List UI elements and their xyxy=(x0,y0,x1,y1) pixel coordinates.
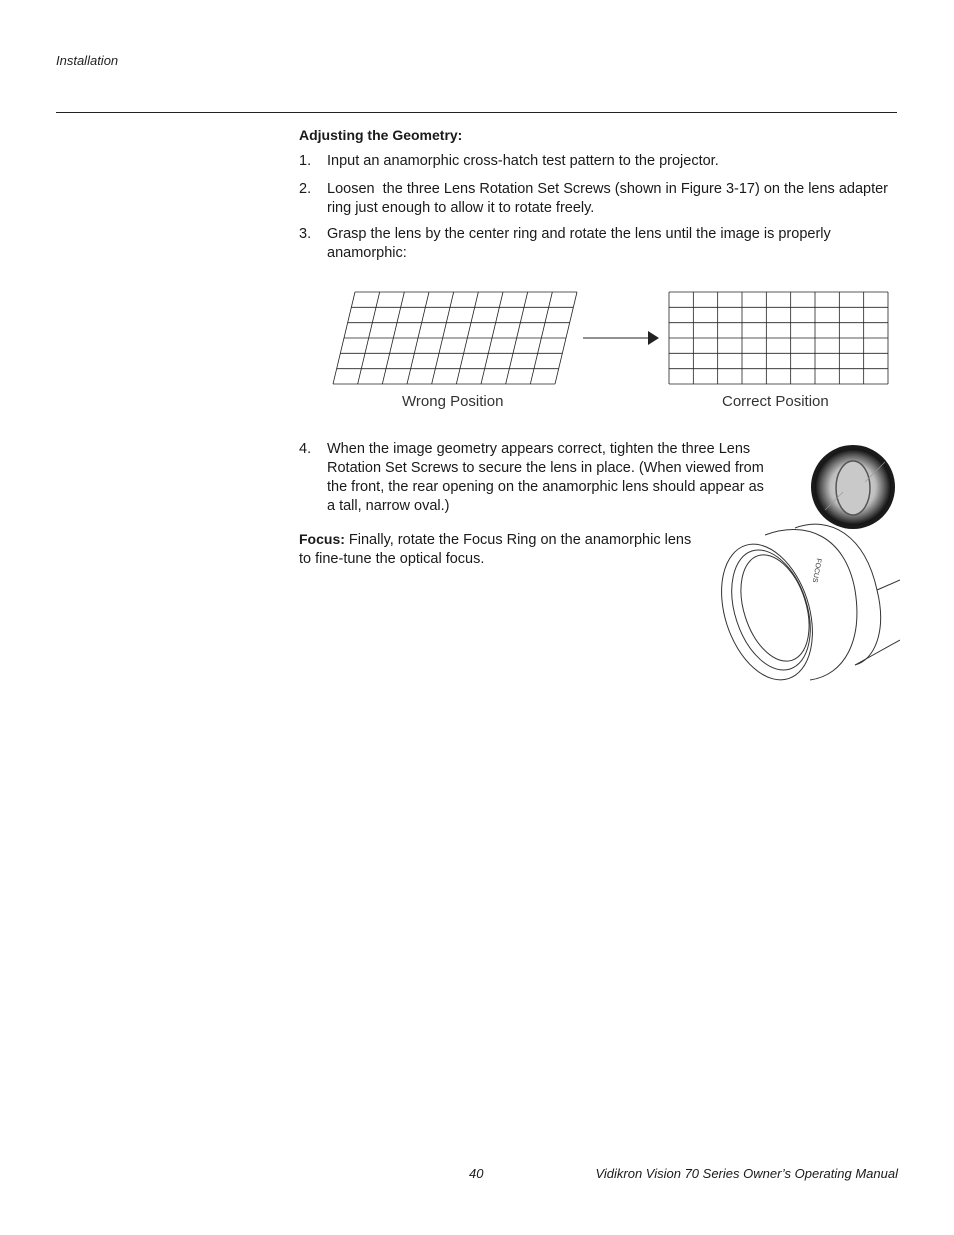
step-text-line: ring just enough to allow it to rotate freely. xyxy=(327,200,595,216)
running-header: Installation xyxy=(56,53,119,68)
step-number: 2. xyxy=(299,181,312,197)
correct-position-caption: Correct Position xyxy=(722,393,829,410)
lens-front-view xyxy=(811,445,895,529)
step-text-line: Grasp the lens by the center ring and rotate the lens until the image is properly xyxy=(327,226,831,242)
focus-ring-label: FOCUS xyxy=(810,557,822,583)
step-number: 3. xyxy=(299,226,312,242)
step-text-line: Input an anamorphic cross-hatch test pattern to the projector. xyxy=(327,153,719,169)
wrong-position-caption: Wrong Position xyxy=(402,393,504,410)
focus-label: Focus: xyxy=(299,531,345,547)
arrow-icon xyxy=(583,331,659,345)
manual-title: Vidikron Vision 70 Series Owner’s Operating Manual xyxy=(595,1166,898,1181)
step-text-line: When the image geometry appears correct, tighten the three Lens xyxy=(327,441,751,457)
page-number: 40 xyxy=(469,1166,484,1181)
step-text-line: Loosen the three Lens Rotation Set Screws (shown in Figure 3-17) on the lens adapter xyxy=(327,181,888,197)
step-number: 1. xyxy=(299,153,312,169)
step-text-line: Rotation Set Screws to secure the lens in place. (When viewed from xyxy=(327,460,764,476)
step-text-line: the front, the rear opening on the anamorphic lens should appear as xyxy=(327,479,764,495)
focus-text-line: to fine-tune the optical focus. xyxy=(299,551,485,567)
step-text-line: anamorphic: xyxy=(327,245,407,261)
step-text-line: a tall, narrow oval.) xyxy=(327,498,450,514)
correct-position-grid xyxy=(669,292,888,384)
header-rule xyxy=(56,112,897,113)
focus-paragraph xyxy=(299,530,699,569)
lens-body xyxy=(705,524,900,690)
step-number: 4. xyxy=(299,441,312,457)
anamorphic-lens-illustration xyxy=(705,440,900,690)
focus-text-line: Finally, rotate the Focus Ring on the anamorphic lens xyxy=(344,532,692,548)
section-heading: Adjusting the Geometry: xyxy=(299,127,463,143)
wrong-position-grid xyxy=(333,292,577,384)
